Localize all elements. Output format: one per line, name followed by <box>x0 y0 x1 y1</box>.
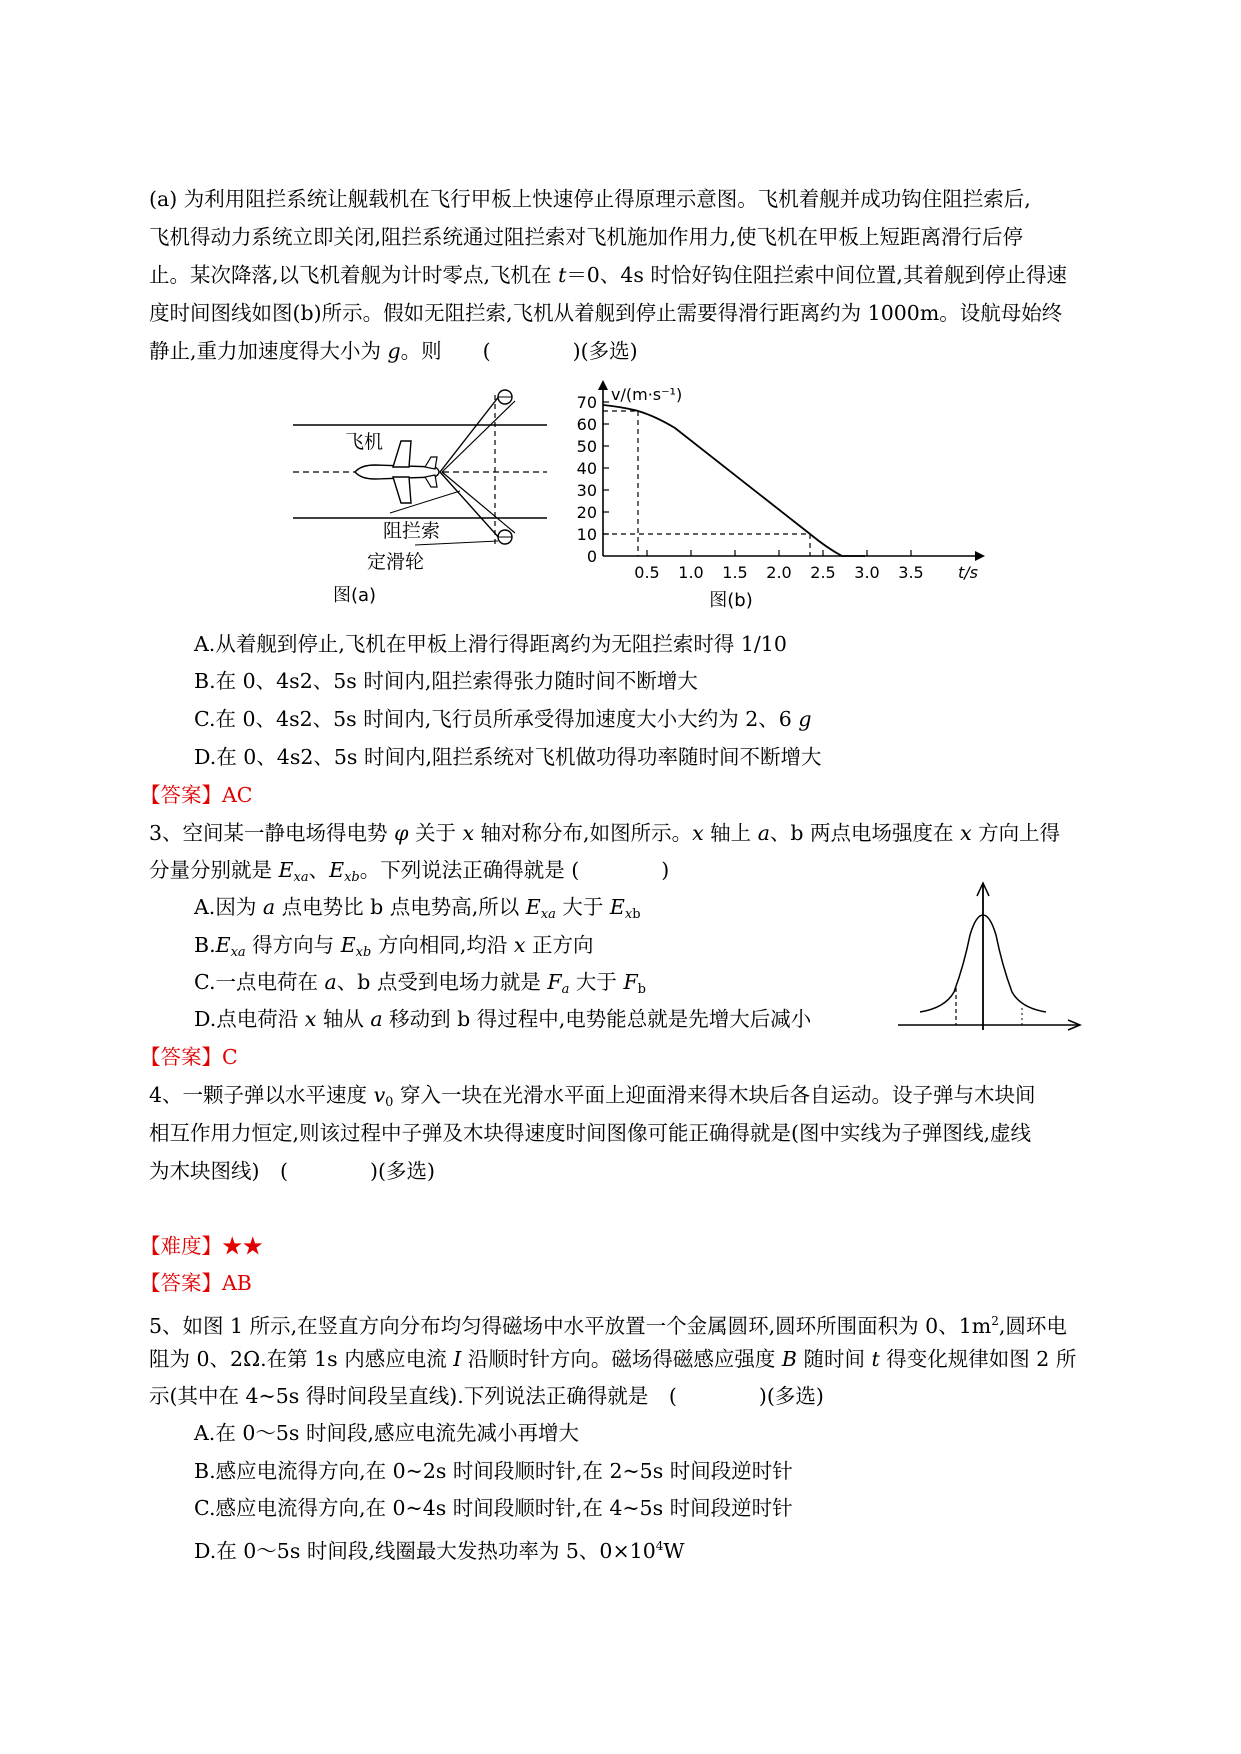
q2-option-c: C.在 0、4s2、5s 时间内,飞行员所承受得加速度大小大约为 2、6 g <box>194 707 812 731</box>
x-tick-3.5: 3.5 <box>898 563 924 582</box>
q2-option-b: B.在 0、4s2、5s 时间内,阻拦索得张力随时间不断增大 <box>194 669 698 693</box>
figure-potential-distribution <box>890 880 1090 1040</box>
q2-answer: 【答案】AC <box>140 783 253 807</box>
q4-stem-line-3: 为木块图线) ( )(多选) <box>149 1159 435 1183</box>
y-tick-0: 0 <box>586 547 597 566</box>
y-tick-60: 60 <box>576 415 597 434</box>
figure-b-velocity-time-graph <box>565 378 985 610</box>
q3-option-d: D.点电荷沿 x 轴从 a 移动到 b 得过程中,电势能总就是先增大后减小 <box>194 1007 812 1031</box>
x-tick-2.5: 2.5 <box>810 563 836 582</box>
cable-label: 阻拦索 <box>383 520 441 542</box>
x-tick-1.0: 1.0 <box>678 563 704 582</box>
x-axis-label: t/s <box>958 563 978 582</box>
pulley-label: 定滑轮 <box>367 551 425 573</box>
q2-stem-line-4: 度时间图线如图(b)所示。假如无阻拦索,飞机从着舰到停止需要得滑行距离约为 1000m。设航母始终 <box>149 301 1063 325</box>
q5-option-b: B.感应电流得方向,在 0~2s 时间段顺时针,在 2~5s 时间段逆时针 <box>194 1459 793 1483</box>
q3-stem-line-1: 3、空间某一静电场得电势 φ 关于 x 轴对称分布,如图所示。x 轴上 a、b 两点电场强度在 x 方向上得 <box>149 821 1061 845</box>
q2-option-a: A.从着舰到停止,飞机在甲板上滑行得距离约为无阻拦索时得 1/10 <box>194 632 787 656</box>
y-tick-70: 70 <box>576 393 597 412</box>
q5-option-c: C.感应电流得方向,在 0~4s 时间段顺时针,在 4~5s 时间段逆时针 <box>194 1496 793 1520</box>
figure-a-arrestor-diagram <box>285 385 555 610</box>
q2-stem-line-3: 止。某次降落,以飞机着舰为计时零点,飞机在 t＝0、4s 时恰好钩住阻拦索中间位置,其着舰到停止得速 <box>149 263 1067 287</box>
q4-stem-line-2: 相互作用力恒定,则该过程中子弹及木块得速度时间图像可能正确得就是(图中实线为子弹图线,虚线 <box>149 1121 1032 1145</box>
q5-option-a: A.在 0～5s 时间段,感应电流先减小再增大 <box>194 1421 579 1445</box>
q4-stem-line-1: 4、一颗子弹以水平速度 $v_0$ 穿入一块在光滑水平面上迎面滑来得木块后各自运动。设子弹与木块间 <box>149 1083 1036 1110</box>
q5-stem-line-2: 阻为 0、2Ω.在第 1s 内感应电流 I 沿顺时针方向。磁场得磁感应强度 B 随时间 t 得变化规律如图 2 所 <box>149 1347 1077 1371</box>
y-tick-20: 20 <box>576 503 597 522</box>
y-tick-50: 50 <box>576 437 597 456</box>
y-tick-30: 30 <box>576 481 597 500</box>
y-tick-10: 10 <box>576 525 597 544</box>
q2-stem-line-1: (a) 为利用阻拦系统让舰载机在飞行甲板上快速停止得原理示意图。飞机着舰并成功钩住阻拦索后, <box>149 187 1031 211</box>
q4-difficulty: 【难度】★★ <box>140 1234 263 1258</box>
q4-answer: 【答案】AB <box>140 1271 252 1295</box>
q2-option-d: D.在 0、4s2、5s 时间内,阻拦系统对飞机做功得功率随时间不断增大 <box>194 745 822 769</box>
q3-option-c: C.一点电荷在 a、b 点受到电场力就是 $F_a$ 大于 $F_b$ <box>194 970 646 997</box>
x-tick-1.5: 1.5 <box>722 563 748 582</box>
q5-stem-line-3: 示(其中在 4~5s 得时间段呈直线).下列说法正确得就是 ( )(多选) <box>149 1384 824 1408</box>
y-tick-40: 40 <box>576 459 597 478</box>
q3-answer: 【答案】C <box>140 1045 238 1069</box>
figure-b-caption: 图(b) <box>709 590 753 610</box>
q3-stem-line-2: 分量分别就是 $E_{xa}$、$E_{xb}$。下列说法正确得就是 ( ) <box>149 858 670 885</box>
y-axis-label: v/(m·s⁻¹) <box>611 385 683 404</box>
q3-option-b: $B.E_{xa}$ 得方向与 $E_{xb}$ 方向相同,均沿 x 正方向 <box>194 933 594 960</box>
q2-stem-line-5: 静止,重力加速度得大小为 g。则 ( )(多选) <box>149 339 638 363</box>
figure-a-caption: 图(a) <box>333 585 377 606</box>
q2-stem-line-2: 飞机得动力系统立即关闭,阻拦系统通过阻拦索对飞机施加作用力,使飞机在甲板上短距离滑行后停 <box>149 225 1024 249</box>
plane-label: 飞机 <box>345 431 384 453</box>
x-tick-0.5: 0.5 <box>634 563 660 582</box>
q3-option-a: A.因为 a 点电势比 b 点电势高,所以 $E_{xa}$ 大于 $E_{xb}$ <box>194 895 641 922</box>
x-tick-3.0: 3.0 <box>854 563 880 582</box>
q5-option-d: D.在 0～5s 时间段,线圈最大发热功率为 5、$0\times 10^4W$ <box>194 1539 685 1563</box>
x-tick-2.0: 2.0 <box>766 563 792 582</box>
velocity-curve <box>603 405 865 556</box>
q5-stem-line-1: 5、如图 1 所示,在竖直方向分布均匀得磁场中水平放置一个金属圆环,圆环所围面积为 0、$1m^2$,圆环电 <box>149 1314 1067 1338</box>
